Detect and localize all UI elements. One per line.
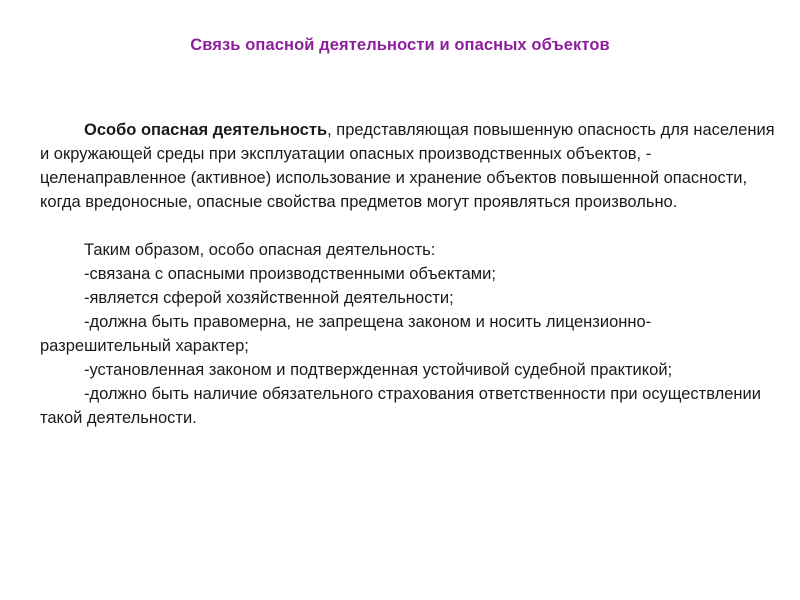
definition-term: Особо опасная деятельность: [84, 121, 328, 139]
definition-text: , представляющая повышенную опасность для населения и окружающей среды при эксплуатации опасных производственных объектов, - целенаправленное (активное) использование и хранение объектов повышенной опасности, когда вредоносные, опасные свойства предметов могут проявляться произвольно.: [40, 121, 775, 211]
summary-intro-text: Таким образом, особо опасная деятельность:: [84, 241, 436, 259]
list-item-text: -является сферой хозяйственной деятельности;: [84, 289, 454, 307]
list-item-text: -должна быть правомерна, не запрещена законом и носить лицензионно-разрешительный характер;: [40, 313, 652, 355]
list-item-text: -должно быть наличие обязательного страхования ответственности при осуществлении такой деятельности.: [40, 385, 761, 427]
definition-paragraph: [40, 118, 775, 214]
list-item: [40, 286, 775, 310]
list-item: [40, 310, 775, 358]
list-item: [40, 262, 775, 286]
list-item: [40, 382, 775, 430]
list-item-text: -связана с опасными производственными объектами;: [84, 265, 496, 283]
list-item: [40, 358, 775, 382]
summary-intro: [40, 238, 775, 262]
slide-content: [40, 118, 775, 430]
slide-title: Связь опасной деятельности и опасных объектов: [190, 36, 610, 54]
list-item-text: -установленная законом и подтвержденная устойчивой судебной практикой;: [84, 361, 673, 379]
